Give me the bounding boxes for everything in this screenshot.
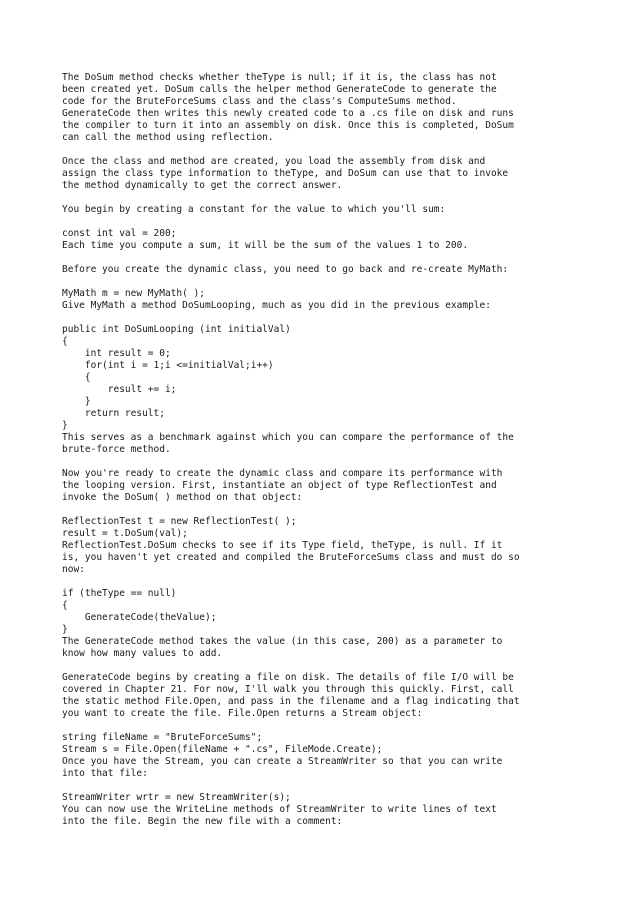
text-line: Now you're ready to create the dynamic class and compare its performance with [62, 468, 503, 479]
text-line: now: [62, 564, 85, 575]
text-block [62, 72, 592, 144]
text-block [62, 204, 592, 216]
text-block [62, 156, 592, 192]
text-line: the static method File.Open, and pass in the filename and a flag indicating that [62, 696, 520, 707]
text-line: been created yet. DoSum calls the helper method GenerateCode to generate the [62, 84, 497, 95]
paragraph-gap [62, 144, 592, 156]
text-line: into the file. Begin the new file with a comment: [62, 816, 343, 827]
text-line: the compiler to turn it into an assembly on disk. Once this is completed, DoSum [62, 120, 514, 131]
text-line: you want to create the file. File.Open returns a Stream object: [62, 708, 423, 719]
text-line: can call the method using reflection. [62, 132, 274, 143]
text-block [62, 264, 592, 276]
paragraph-gap [62, 720, 592, 732]
text-block [62, 228, 592, 252]
text-line: { [62, 600, 68, 611]
text-line: { [62, 372, 91, 383]
text-block [62, 288, 592, 312]
text-line: if (theType == null) [62, 588, 177, 599]
text-line: The DoSum method checks whether theType is null; if it is, the class has not [62, 72, 497, 83]
text-line: is, you haven't yet created and compiled the BruteForceSums class and must do so [62, 552, 520, 563]
paragraph-gap [62, 576, 592, 588]
text-line: know how many values to add. [62, 648, 223, 659]
text-line: GenerateCode(theValue); [62, 612, 217, 623]
text-line: You can now use the WriteLine methods of StreamWriter to write lines of text [62, 804, 497, 815]
text-line: Give MyMath a method DoSumLooping, much as you did in the previous example: [62, 300, 491, 311]
text-block [62, 468, 592, 504]
paragraph-gap [62, 192, 592, 204]
text-line: the method dynamically to get the correct answer. [62, 180, 343, 191]
paragraph-gap [62, 504, 592, 516]
text-line: into that file: [62, 768, 148, 779]
text-line: Each time you compute a sum, it will be the sum of the values 1 to 200. [62, 240, 469, 251]
text-line: } [62, 624, 68, 635]
text-line: } [62, 420, 68, 431]
text-line: invoke the DoSum( ) method on that object: [62, 492, 303, 503]
text-line: result += i; [62, 384, 177, 395]
text-line: ReflectionTest t = new ReflectionTest( ); [62, 516, 297, 527]
text-line: Before you create the dynamic class, you need to go back and re-create MyMath: [62, 264, 509, 275]
text-line: GenerateCode begins by creating a file on disk. The details of file I/O will be [62, 672, 514, 683]
paragraph-gap [62, 252, 592, 264]
text-line: const int val = 200; [62, 228, 177, 239]
paragraph-gap [62, 276, 592, 288]
text-line: for(int i = 1;i <=initialVal;i++) [62, 360, 274, 371]
text-line: Stream s = File.Open(fileName + ".cs", FileMode.Create); [62, 744, 383, 755]
text-block [62, 672, 592, 720]
text-line: Once you have the Stream, you can create a StreamWriter so that you can write [62, 756, 503, 767]
text-line: } [62, 396, 91, 407]
text-block [62, 792, 592, 828]
text-line: int result = 0; [62, 348, 171, 359]
paragraph-gap [62, 660, 592, 672]
text-line: ReflectionTest.DoSum checks to see if its Type field, theType, is null. If it [62, 540, 503, 551]
paragraph-gap [62, 312, 592, 324]
paragraph-gap [62, 780, 592, 792]
text-block [62, 324, 592, 456]
text-line: string fileName = "BruteForceSums"; [62, 732, 263, 743]
text-line: Once the class and method are created, you load the assembly from disk and [62, 156, 486, 167]
document-page [62, 72, 592, 828]
text-line: StreamWriter wrtr = new StreamWriter(s); [62, 792, 291, 803]
text-line: public int DoSumLooping (int initialVal) [62, 324, 291, 335]
text-block [62, 732, 592, 780]
text-line: brute-force method. [62, 444, 171, 455]
text-line: return result; [62, 408, 165, 419]
paragraph-gap [62, 456, 592, 468]
paragraph-gap [62, 216, 592, 228]
text-line: assign the class type information to theType, and DoSum can use that to invoke [62, 168, 509, 179]
text-line: the looping version. First, instantiate an object of type ReflectionTest and [62, 480, 497, 491]
text-line: The GenerateCode method takes the value (in this case, 200) as a parameter to [62, 636, 503, 647]
text-block [62, 588, 592, 660]
text-line: GenerateCode then writes this newly created code to a .cs file on disk and runs [62, 108, 514, 119]
text-line: MyMath m = new MyMath( ); [62, 288, 205, 299]
text-line: result = t.DoSum(val); [62, 528, 188, 539]
text-line: code for the BruteForceSums class and the class's ComputeSums method. [62, 96, 457, 107]
text-block [62, 516, 592, 576]
text-line: { [62, 336, 68, 347]
text-line: You begin by creating a constant for the value to which you'll sum: [62, 204, 446, 215]
text-line: covered in Chapter 21. For now, I'll walk you through this quickly. First, call [62, 684, 514, 695]
text-line: This serves as a benchmark against which you can compare the performance of the [62, 432, 514, 443]
